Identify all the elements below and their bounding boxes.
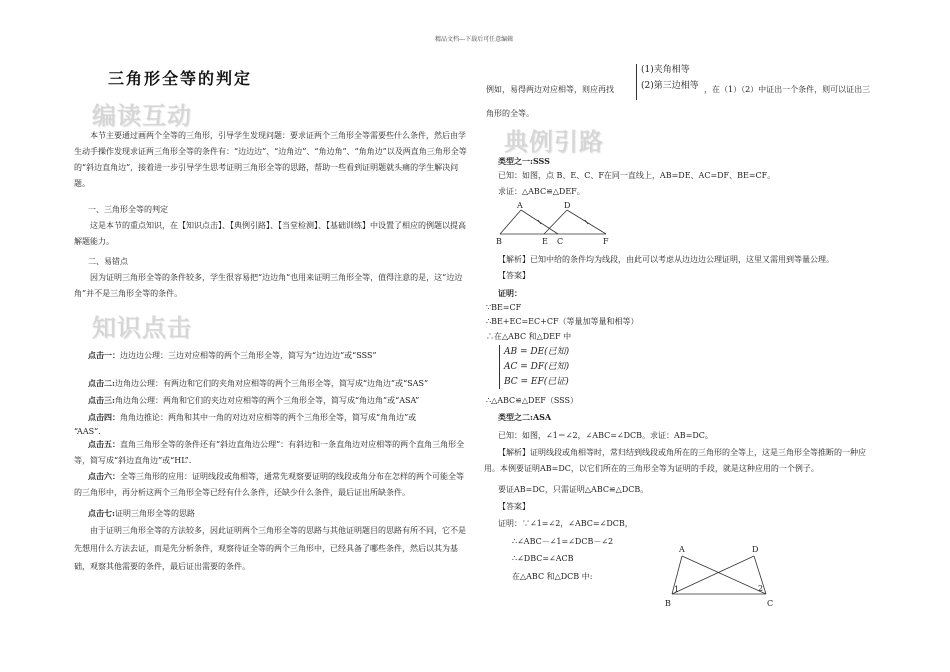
proof2-line-4: 在△ABC 和△DCB 中:: [512, 572, 593, 581]
type-2-known: 已知：如图，∠1＝∠2，∠ABC=∠DCB。求证：AB=DC。: [498, 431, 713, 440]
point-4-continued: “AAS”.: [74, 427, 101, 436]
system-line-2: AC = DF(已知): [504, 362, 570, 372]
type-2-heading: 类型之二:ASA: [498, 412, 552, 422]
analysis-2: 【解析】证明线段或角相等时，常归结到线段或角所在的三角形的全等上，这是三角形全等推断的一种应用。本例要证明AB=DC，以它们所在的三角形全等为证明的手段，就是这种应用的一个例子。: [484, 448, 866, 473]
point-label: 点击七:: [88, 508, 115, 518]
fig1-label-a: A: [517, 201, 523, 210]
type-1-known: 已知：如图，点 B、E、C、F在同一直线上，AB=DE、AC=DF、BE=CF。: [498, 171, 776, 180]
answer-tag-1: 【答案】: [498, 271, 530, 280]
fig2-label-2: 2: [758, 584, 764, 593]
fig1-label-f: F: [603, 237, 609, 246]
point-3: [88, 395, 419, 406]
proof2-line-2: ∴∠ABC－∠1=∠DCB－∠2: [512, 537, 614, 546]
example-suffix: ，在（1）（2）中证出一个条件，则可以证出三: [704, 85, 871, 94]
example-prefix: 例如，易得两边对应相等，则应再找: [486, 85, 614, 94]
point-text: 直角三角形全等的条件还有“斜边直角边公理”：有斜边和一条直角边对应相等的两个直角三角形全等，简写成“斜边直角边”或“HL”.: [74, 440, 465, 465]
type-1-prove: 求证：△ABC≌△DEF。: [498, 187, 585, 196]
intro-paragraph: 本节主要通过画两个全等的三角形，引导学生发现问题：要求证两个三角形全等需要些什么条件，然后由学生动手操作发现求证两三角形全等的条件有：“边边边”、“边角边”、“角边角”、“角角边”以及两直角三角形全等的“斜边直角边”，接着进一步引导学生思考证明三角形全等的思路，帮助一些看到证明题就头痛的学生解决问题。: [74, 131, 467, 188]
page-header: 精品文档---下载后可任意编辑: [435, 36, 514, 43]
point-text: 证明三角形全等的思路: [114, 509, 195, 518]
proof-step-1: ∵BE=CF: [486, 303, 522, 312]
triangle-figure-2: [660, 542, 780, 612]
type-1-heading: 类型之一:SSS: [498, 156, 550, 166]
section-banner-editor: 编读互动: [92, 102, 192, 130]
fig2-label-c: C: [767, 599, 774, 608]
point-7: [88, 508, 195, 519]
proof-label: 证明：: [498, 288, 522, 298]
proof-conclusion: ∴△ABC≌△DEF（SSS）: [486, 396, 578, 405]
analysis-1: 【解析】已知中给的条件均为线段，由此可以考虑从边边边公理证明，这里又需用到等量公理。: [498, 255, 834, 264]
point-text: 角边角公理：两角和它们的夹边对应相等的两个三角形全等，简写成“角边角”或“ASA”: [114, 396, 420, 405]
fig2-label-1: 1: [674, 585, 680, 594]
answer-tag-2: 【答案】: [498, 502, 530, 511]
fig1-label-d: D: [564, 201, 571, 210]
document-title: 三角形全等的判定: [108, 69, 253, 88]
point-label: 点击六：: [88, 471, 120, 481]
system-brace: [499, 345, 500, 389]
proof2-line-1: 证明：∵∠1=∠2，∠ABC=∠DCB，: [498, 519, 633, 528]
point-label: 点击二:: [88, 378, 115, 388]
example-end: 角形的全等。: [486, 109, 534, 118]
point-4: [88, 412, 416, 423]
sec2-text: 因为证明三角形全等的条件较多，学生很容易把“边边角”也用来证明三角形全等，值得注意的是，这“边边角”并不是三角形全等的条件。: [74, 273, 463, 298]
system-line-3: BC = EF(已证): [504, 377, 569, 387]
system-line-1: AB = DE(已知): [504, 347, 570, 357]
triangle-figure-1: [494, 200, 616, 246]
analysis-2b: 要证AB=DC，只需证明△ABC≌△DCB。: [498, 485, 649, 494]
fig2-label-d: D: [752, 545, 759, 554]
point-6: [74, 468, 469, 501]
point-label: 点击四：: [88, 412, 120, 422]
point-5: [74, 436, 469, 469]
brace-left: [636, 64, 637, 100]
section-banner-knowledge: 知识点击: [92, 314, 192, 342]
sec1-text: 这是本节的重点知识，在【知识点击】、【典例引路】、【当堂检测】、【基础训练】中设置了相应的例题以提高解题能力。: [74, 221, 466, 246]
point-2: [88, 378, 428, 389]
point-text: 边角边公理：有两边和它们的夹角对应相等的两个三角形全等，简写成“边角边”或“SAS”: [114, 379, 429, 388]
point-label: 点击三:: [88, 395, 115, 405]
point-label: 点击一：: [88, 350, 120, 360]
proof-step-2: ∴BE+EC=EC+CF（等量加等量和相等）: [486, 317, 639, 326]
heading-sec2: 二、易错点: [88, 257, 128, 266]
point-7-text: 由于证明三角形全等的方法较多，因此证明两个三角形全等的思路与其他证明题目的思路有所不同，它不是先想用什么方法去证，而是先分析条件，观察待证全等的两个三角形中，已经具备了哪些条件，然后以其为基础，观察其他需要的条件，最后证出需要的条件。: [74, 526, 466, 571]
brace-item-1: (1)夹角相等: [641, 65, 690, 75]
point-text: 边边边公理：三边对应相等的两个三角形全等，简写为“边边边”或“SSS”: [120, 351, 377, 360]
point-1: [88, 350, 377, 361]
brace-item-2: (2)第三边相等: [641, 81, 699, 91]
fig2-label-b: B: [665, 599, 671, 608]
point-text: 角角边推论：两角和其中一角的对边对应相等的两个三角形全等，简写成“角角边”或: [120, 413, 417, 422]
section-banner-examples: 典例引路: [504, 128, 604, 156]
fig1-label-b: B: [496, 237, 502, 246]
fig1-label-c: C: [557, 237, 564, 246]
proof-step-3: ∴在△ABC 和△DEF 中: [486, 332, 572, 341]
fig2-label-a: A: [679, 545, 685, 554]
fig1-label-e: E: [542, 237, 548, 246]
heading-sec1: 一、三角形全等的判定: [88, 205, 168, 214]
point-text: 全等三角形的应用：证明线段或角相等，通常先观察要证明的线段或角分布在怎样的两个可能全等的三角形中，再分析这两个三角形全等已经有什么条件，还缺少什么条件，最后证出所缺条件。: [74, 472, 464, 497]
proof2-line-3: ∴∠DBC=∠ACB: [512, 554, 574, 563]
point-label: 点击五：: [88, 439, 120, 449]
